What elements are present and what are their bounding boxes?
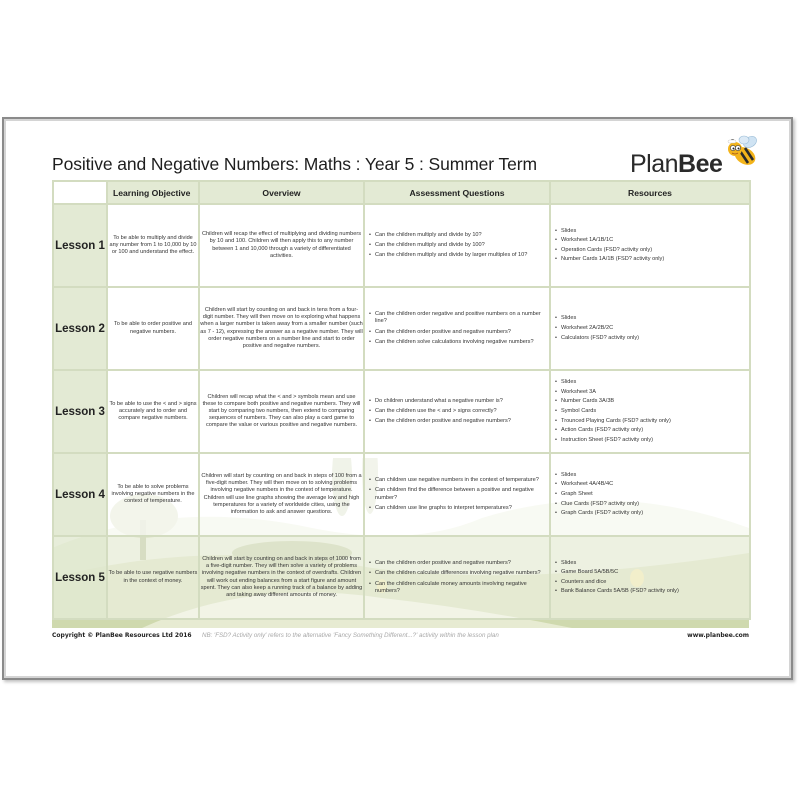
lesson-label: Lesson 5 — [53, 536, 107, 619]
resource-item: • Slides — [555, 472, 745, 479]
resources — [550, 287, 750, 370]
resource-item: • Worksheet 2A/2B/2C — [555, 325, 745, 332]
lesson-row-1 — [53, 204, 750, 287]
overview: Children will recap the effect of multiplying and dividing numbers by 10 and 100. Children will then apply this to any number between 1 and 10,000 through a variety of differentiated activities. — [199, 204, 364, 287]
resource-item: • Action Cards (FSD? activity only) — [555, 427, 745, 434]
document-title: Positive and Negative Numbers: Maths : Year 5 : Summer Term — [52, 154, 537, 174]
table-header-row — [53, 181, 750, 204]
question-item: • Can the children multiply and divide by 10? — [369, 232, 545, 239]
copyright-text: Copyright © PlanBee Resources Ltd 2016 — [52, 632, 192, 639]
lesson-row-5 — [53, 536, 750, 619]
resource-item: • Clue Cards (FSD? activity only) — [555, 501, 745, 508]
resource-item: • Bank Balance Cards 5A/5B (FSD? activity only) — [555, 588, 745, 595]
question-item: • Can children use line graphs to interpret temperatures? — [369, 505, 545, 512]
question-item: • Can the children multiply and divide by 100? — [369, 242, 545, 249]
corner-cell — [53, 181, 107, 204]
resource-item: • Slides — [555, 228, 745, 235]
resource-item: • Instruction Sheet (FSD? activity only) — [555, 437, 745, 444]
resource-item: • Number Cards 3A/3B — [555, 398, 745, 405]
resources — [550, 204, 750, 287]
assessment-questions — [364, 453, 550, 536]
question-item: • Can the children order positive and negative numbers? — [369, 418, 545, 425]
resource-item: • Worksheet 4A/4B/4C — [555, 481, 745, 488]
learning-objective: To be able to order positive and negative numbers. — [107, 287, 199, 370]
overview: Children will start by counting on and back in steps of 1000 from a five-digit number. They will then solve a variety of problems involving negative numbers in the context of overdrafts. Children will work out ending balances from a start figure and amount spent. They can also keep a running track of a balance by adding and taking away different amounts of money. — [199, 536, 364, 619]
page-footer — [52, 632, 749, 642]
bee-icon — [722, 134, 762, 170]
learning-objective: To be able to use the < and > signs accurately and to order and compare negative numbers. — [107, 370, 199, 453]
assessment-questions — [364, 536, 550, 619]
question-item: • Can the children calculate differences involving negative numbers? — [369, 570, 545, 577]
question-item: • Can children find the difference between a positive and negative number? — [369, 487, 545, 501]
lesson-row-3 — [53, 370, 750, 453]
resource-item: • Operation Cards (FSD? activity only) — [555, 247, 745, 254]
resource-item: • Slides — [555, 379, 745, 386]
question-item: • Can the children calculate money amounts involving negative numbers? — [369, 581, 545, 595]
fsd-note: NB: 'FSD? Activity only' refers to the alternative 'Fancy Something Different...?' activity within the lesson plan — [202, 632, 499, 639]
resources — [550, 536, 750, 619]
learning-objective: To be able to solve problems involving negative numbers in the context of temperature. — [107, 453, 199, 536]
assessment-questions — [364, 370, 550, 453]
learning-objective: To be able to use negative numbers in the context of money. — [107, 536, 199, 619]
resource-item: • Slides — [555, 315, 745, 322]
lesson-row-2 — [53, 287, 750, 370]
overview: Children will start by counting on and back in steps of 100 from a five-digit number. They will then move on to solving problems involving negative numbers in the context of temperature. Children will use line graphs showing the average low and high temperatures for a variety of worldwide cities, using the information to ask and answer questions. — [199, 453, 364, 536]
resource-item: • Slides — [555, 560, 745, 567]
logo-text: PlanBee — [630, 150, 723, 178]
column-header-overview: Overview — [199, 181, 364, 204]
learning-objective: To be able to multiply and divide any number from 1 to 10,000 by 10 or 100 and understand the effect. — [107, 204, 199, 287]
question-item: • Can the children solve calculations involving negative numbers? — [369, 339, 545, 346]
resource-item: • Number Cards 1A/1B (FSD? activity only) — [555, 256, 745, 263]
question-item: • Do children understand what a negative number is? — [369, 398, 545, 405]
lesson-plan-table — [52, 180, 751, 620]
column-header-resources: Resources — [550, 181, 750, 204]
website-link[interactable]: www.planbee.com — [687, 632, 749, 639]
question-item: • Can the children order positive and negative numbers? — [369, 560, 545, 567]
question-item: • Can the children order negative and positive numbers on a number line? — [369, 311, 545, 325]
lesson-label: Lesson 3 — [53, 370, 107, 453]
resource-item: • Worksheet 3A — [555, 389, 745, 396]
planbee-logo — [630, 146, 760, 182]
assessment-questions — [364, 204, 550, 287]
resource-item: • Graph Cards (FSD? activity only) — [555, 510, 745, 517]
resource-item: • Graph Sheet — [555, 491, 745, 498]
question-item: • Can the children use the < and > signs correctly? — [369, 408, 545, 415]
overview: Children will start by counting on and back in tens from a four-digit number. They will then move on to exploring what happens when a larger number is taken away from a smaller number (such as 7 - 12), expressing the answer as a negative number. They will order negative numbers on a number line and start to order positive and negative numbers. — [199, 287, 364, 370]
column-header-learning-objective: Learning Objective — [107, 181, 199, 204]
column-header-assessment-questions: Assessment Questions — [364, 181, 550, 204]
resource-item: • Trounced Playing Cards (FSD? activity only) — [555, 418, 745, 425]
resource-item: • Symbol Cards — [555, 408, 745, 415]
resource-item: • Counters and dice — [555, 579, 745, 586]
overview: Children will recap what the < and > symbols mean and use these to compare both positive and negative numbers. They will start by comparing two numbers, then extend to comparing sequences of numbers. They can also play a card game to compare the value or various positive and negative numbers. — [199, 370, 364, 453]
question-item: • Can the children order positive and negative numbers? — [369, 329, 545, 336]
resources — [550, 370, 750, 453]
question-item: • Can the children multiply and divide by larger multiples of 10? — [369, 252, 545, 259]
lesson-label: Lesson 1 — [53, 204, 107, 287]
resource-item: • Game Board 5A/5B/5C — [555, 569, 745, 576]
resource-item: • Worksheet 1A/1B/1C — [555, 237, 745, 244]
resource-item: • Calculators (FSD? activity only) — [555, 335, 745, 342]
resources — [550, 453, 750, 536]
lesson-label: Lesson 2 — [53, 287, 107, 370]
lesson-row-4 — [53, 453, 750, 536]
lesson-label: Lesson 4 — [53, 453, 107, 536]
assessment-questions — [364, 287, 550, 370]
question-item: • Can children use negative numbers in the context of temperature? — [369, 477, 545, 484]
